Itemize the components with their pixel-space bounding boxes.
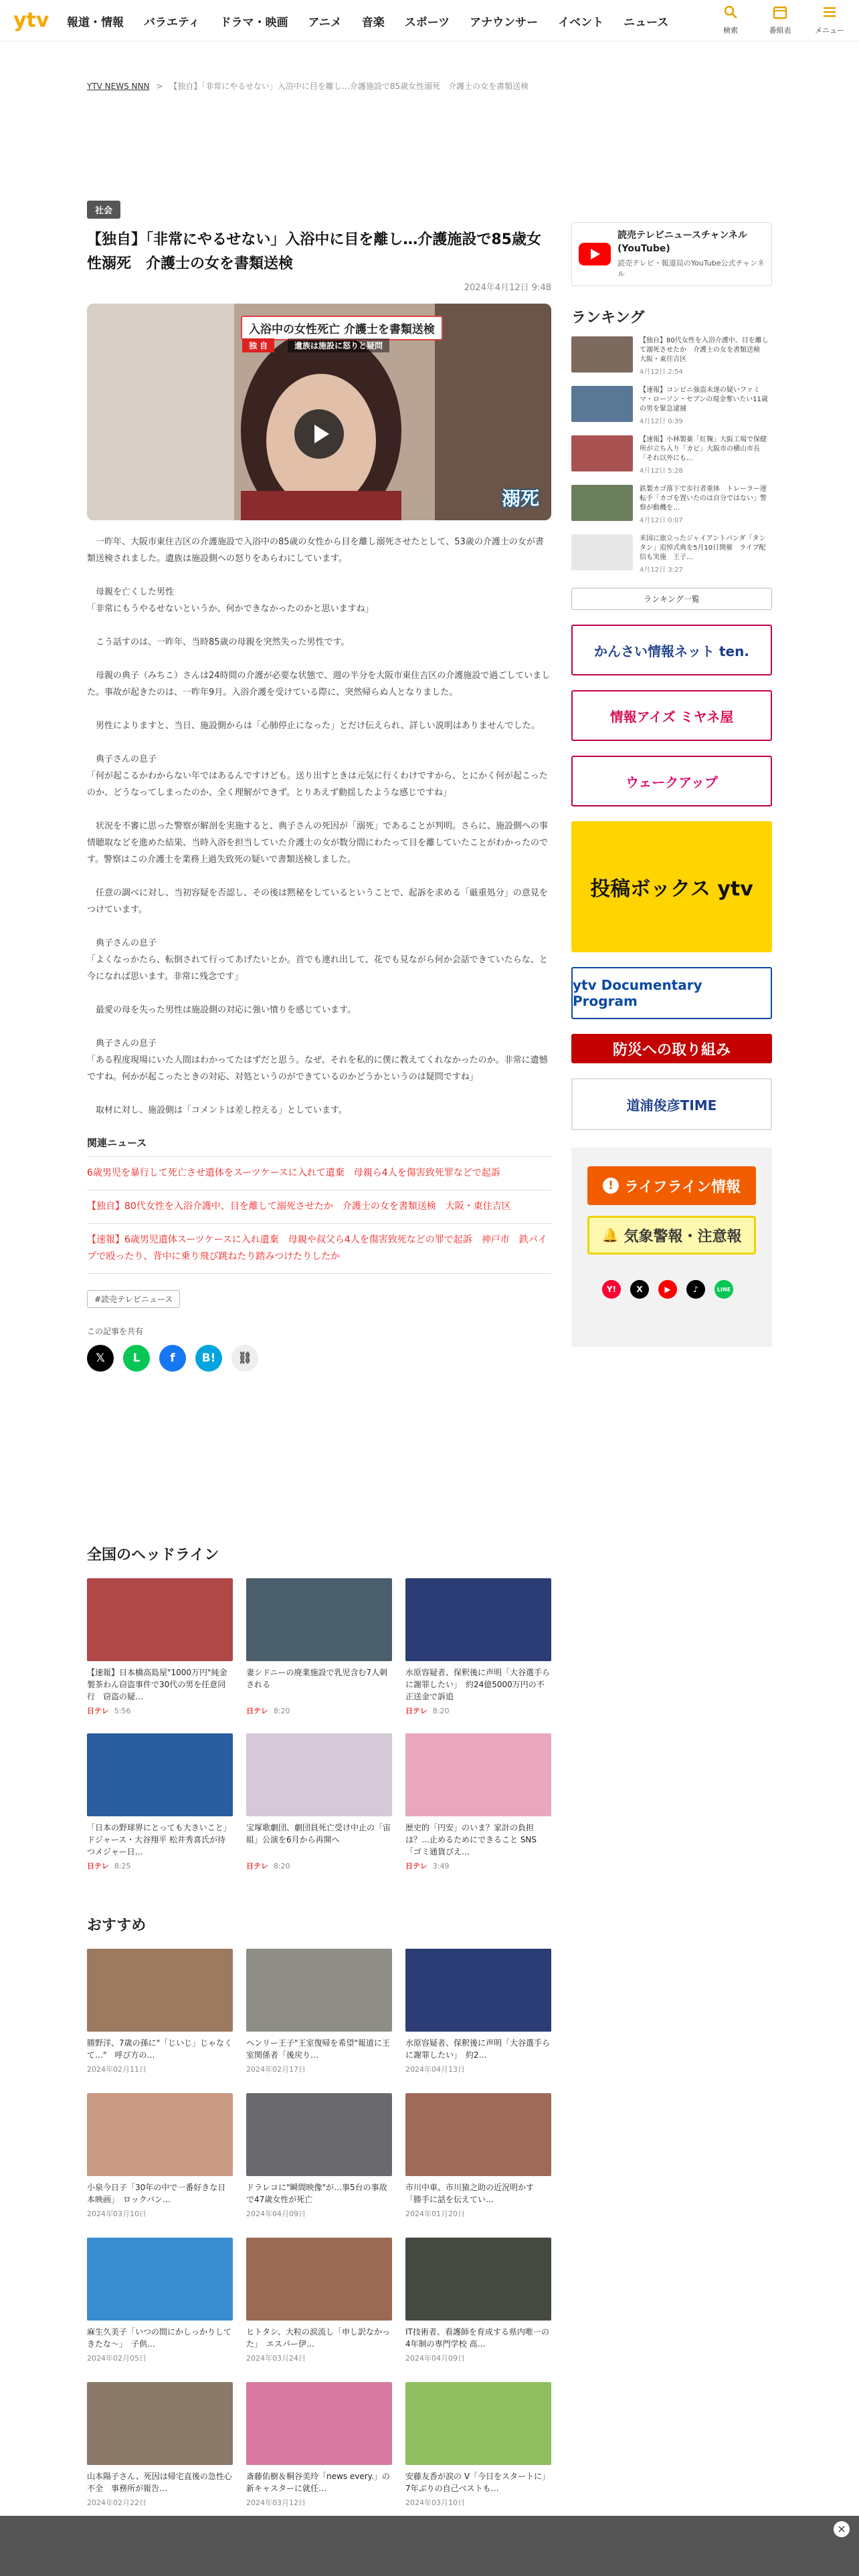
site-header [0,0,859,41]
ranking-thumbnail [571,534,633,570]
related-link[interactable]: 【速報】6歳男児遺体スーツケースに入れ遺棄 母親や叔父ら4人を傷害致死などの罪で起訴 神戸市 鉄パイプで殴ったり、背中に乗り飛び跳ねたり踏みつけたりしたか [87,1224,551,1274]
headline-thumbnail [246,1578,392,1661]
article-paragraph: 典子さんの息子 「何が起こるかわからない年ではあるんですけども。送り出すときは元気に行くわけですから、とにかく何が起こったのか、どうなってしまったのか、全く理解ができず。とりあえず動揺したような感じですね」 [87,754,548,798]
recommend-thumbnail [246,1949,392,2032]
recommend-date: 2024年04月13日 [405,2065,465,2074]
headline-card[interactable] [87,1578,233,1716]
sidebar-banner[interactable]: ytv Documentary Program [571,967,772,1019]
headlines-grid [87,1578,551,1871]
ranking-item[interactable] [571,386,772,426]
headline-title: 歴史的「円安」のいま？家計の負担は？…止めるためにできること SNS「ゴミ通貨びえ… [405,1823,537,1856]
calendar-button[interactable] [763,4,797,35]
lifeline-button[interactable] [587,1166,756,1205]
video-caption: 入浴中の女性死亡 介護士を書類送検 [241,316,443,340]
header-tools [713,4,847,35]
article-body [87,534,551,1119]
ranking-date: 4月12日 2:54 [640,368,683,376]
breadcrumb-current: 【独自】「非常にやるせない」入浴中に目を離し…介護施設で85歳女性溺死 介護士の女を書類送検 [169,82,529,91]
recommend-thumbnail [246,2382,392,2465]
facebook-icon[interactable]: f [159,1345,186,1372]
headline-title: 妻シドニーの廃業施設で乳児含む7人刺される [246,1668,388,1689]
recommend-title: 麻生久美子「いつの間にかしっかりしてきたな～」 子供… [87,2327,232,2349]
recommend-card[interactable] [87,1949,233,2074]
related-link[interactable]: 6歳男児を暴行して死亡させ遺体をスーツケースに入れて遺棄 母親ら4人を傷害致死罪などで起訴 [87,1157,551,1190]
recommend-thumbnail [87,1949,233,2032]
banner-list [571,625,772,1130]
headline-source: 日テレ [87,1707,109,1715]
search-button[interactable] [713,4,748,35]
ranking-item[interactable] [571,435,772,475]
recommend-thumbnail [246,2093,392,2176]
ranking-date: 4月12日 0:07 [640,517,683,524]
nav-item[interactable]: 音楽 [361,15,385,29]
headline-source: 日テレ [405,1862,427,1870]
article-paragraph: 状況を不審に思った警察が解剖を実施すると、典子さんの死因が「溺死」であることが判明。さらに、施設側への事情聴取などを進めた結果、当時入浴を担当していた介護士の女が数分間にわたって目を離していたことがわかったのです。警察はこの介護士を業務上過失致死の疑いで書類送検しました。 [87,821,549,865]
headline-title: 【速報】日本橋高島屋"1000万円"純金製茶わん窃盗事件で30代の男を任意同行 窃盗の疑… [87,1668,227,1701]
x-icon[interactable]: 𝕏 [87,1345,114,1372]
hashtag[interactable]: #読売テレビニュース [87,1290,180,1308]
nav-item[interactable]: アニメ [308,15,342,29]
ranking-list [571,336,772,574]
recommend-card[interactable] [246,2382,392,2508]
recommend-grid [87,1949,551,2508]
nav-item[interactable]: アナウンサー [470,15,539,29]
headline-title: 宝塚歌劇団、劇団員死亡受け中止の「宙組」公演を6月から再開へ [246,1823,391,1844]
recommend-card[interactable] [246,2093,392,2219]
bell-icon: 🔔 [601,1227,619,1243]
breadcrumb [87,80,529,92]
ranking-title: 【速報】コンビニ強盗未遂の疑いファミマ・ローソン・セブンの現金奪いたい11歳の男を緊急逮捕 [640,387,768,413]
ranking-date: 4月12日 3:27 [640,566,683,574]
ranking-date: 4月12日 5:28 [640,467,683,475]
weather-warning-label: 気象警報・注意報 [624,1228,742,1245]
article-paragraph: 男性によりますと、当日、施設側からは「心肺停止になった」とだけ伝えられ、詳しい説明はありませんでした。 [96,721,540,731]
sidebar-banner[interactable]: 道浦俊彦TIME [571,1078,772,1130]
recommend-date: 2024年02月11日 [87,2065,147,2074]
headline-card[interactable] [405,1578,551,1716]
recommend-title: 小泉今日子「30年の中で一番好きな日本映画」 ロックバン… [87,2183,226,2204]
recommend-date: 2024年02月22日 [87,2498,147,2507]
video-overlay-word: 溺死 [501,488,539,510]
sidebar-banner[interactable]: 防災への取り組み [571,1034,772,1063]
headline-time: 3:49 [432,1861,450,1870]
recommend-thumbnail [87,2093,233,2176]
recommend-title: 安藤友香が涙の V「今日をスタートに」7年ぶりの自己ベストも… [405,2472,551,2493]
recommend-title: ヘンリー王子"王室復帰を希望"報道に王室関係者「後戻り… [246,2038,391,2060]
article-paragraph: 典子さんの息子 「ある程度現場にいた人間はわかってたはずだと思う。なぜ、それを私的に僕に教えてくれなかったのか。非常に遺憾ですね。何かが起こったときの対応、対処というのができているのかどうかというのは疑問ですね」 [87,1039,548,1082]
sidebar-banner[interactable]: 投稿ボックス ytv [571,821,772,952]
article-paragraph: 母親の典子（みちこ）さんは24時間の介護が必要な状態で、週の半分を大阪市東住吉区の介護施設で過ごしていました。事故が起きたのは、一昨年9月。入浴介護を受けている際に、突然帰らぬ人となりました。 [87,671,551,697]
recommend-card[interactable] [87,2093,233,2219]
menu-icon [822,4,838,22]
ranking-title: 【独自】80代女性を入浴介護中、目を離して溺死させたか 介護士の女を書類送検 大阪・東住吉区 [640,337,769,363]
nav-item[interactable]: ドラマ・映画 [219,15,288,29]
headline-card[interactable] [246,1733,392,1871]
ranking-title: 鉄製カゴ落下で歩行者重体 トレーラー運転手「カゴを置いたのは自分ではない」警察が動機を… [640,486,767,512]
recommend-card[interactable] [246,1949,392,2074]
line-icon[interactable]: LINE [714,1280,733,1299]
youtube-icon [579,243,611,265]
category-tag[interactable]: 社会 [87,201,120,219]
search-icon [723,4,739,22]
recommend-thumbnail [87,2382,233,2465]
recommend-thumbnail [246,2238,392,2321]
ranking-thumbnail [571,386,633,422]
alert-icon: ! [603,1178,619,1194]
recommend-title: IT技術者、看護師を育成する県内唯一の4年制の専門学校 高… [405,2327,549,2349]
related-list [87,1157,551,1274]
tiktok-icon[interactable]: ♪ [686,1280,705,1299]
recommend-card[interactable] [87,2238,233,2363]
calendar-icon [772,4,788,22]
recommend-date: 2024年02月17日 [246,2065,306,2074]
headline-source: 日テレ [246,1862,268,1870]
sidebar [571,222,772,1347]
headline-source: 日テレ [87,1862,109,1870]
recommend-date: 2024年03月10日 [87,2210,147,2218]
recommend-title: 斎藤佑樹＆桐谷美玲「news every.」の新キャスターに就任… [246,2472,390,2493]
article [87,201,551,1372]
recommend-date: 2024年02月05日 [87,2354,147,2363]
related-link[interactable]: 【独自】80代女性を入浴介護中、目を離して溺死させたか 介護士の女を書類送検 大阪・東住吉区 [87,1190,551,1224]
breadcrumb-home-link[interactable]: YTV NEWS NNN [87,82,150,91]
headline-source: 日テレ [246,1707,268,1715]
sidebar-banner[interactable]: ウェークアップ [571,756,772,807]
headline-time: 8:20 [273,1861,290,1870]
headline-thumbnail [87,1733,233,1816]
x-icon[interactable]: X [630,1280,649,1299]
breadcrumb-separator: > [156,82,163,91]
ranking-title: 米国に旅立ったジャイアントパンダ「タンタン」追悼式典を5月10日開催 ライブ配信も実施 王子… [640,535,766,561]
headline-card[interactable] [405,1733,551,1871]
article-paragraph: 典子さんの息子 「よくなっかたら、転倒されて行ってあげたいとか。首でも連れ出して、花でも見ながら何か会話できていたらな、と今になれば思います。非常に残念です」 [87,938,548,982]
video-player[interactable] [87,304,551,520]
headlines-heading: 全国のヘッドライン [87,1547,219,1564]
recommend-date: 2024年04月09日 [246,2210,306,2218]
recommend-thumbnail [405,2382,551,2465]
nav-item[interactable]: 報道・情報 [67,15,124,29]
nav-item[interactable]: スポーツ [404,15,450,29]
yahoo-icon[interactable]: Y! [602,1280,621,1299]
ranking-item[interactable] [571,336,772,377]
recommend-title: ドラレコに"瞬間映像"が…事5台の事故で47歳女性が死亡 [246,2183,387,2204]
recommend-date: 2024年04月09日 [405,2354,465,2363]
close-icon[interactable]: × [834,2521,850,2537]
ranking-thumbnail [571,485,633,521]
menu-button[interactable] [812,4,847,35]
article-date: 2024年4月12日 9:48 [464,283,551,293]
social-links [602,1280,733,1299]
recommend-card[interactable] [246,2238,392,2363]
lifeline-label: ライフライン情報 [624,1178,741,1196]
headline-time: 8:20 [273,1706,290,1715]
related-heading: 関連ニュース [87,1136,551,1157]
recommend-title: ヒトタシ、大粒の涙流し「申し訳なかった」 エスパー伊… [246,2327,391,2349]
youtube-channel-banner[interactable] [571,222,772,286]
headline-time: 8:20 [432,1706,450,1715]
line-icon[interactable]: L [123,1345,150,1372]
recommend-title: 市川中車、市川猿之助の近況明かす 「勝手に話を伝えてい… [405,2183,543,2204]
sidebar-banner[interactable]: かんさい情報ネット ten. [571,625,772,675]
article-paragraph: 母親を亡くした男性 「非常にもうやるせないというか、何かできなかったのかと思いますね」 [87,587,374,614]
header-icon-label: 検索 [723,26,738,35]
video-exclusive-tag: 独 自 [242,338,274,352]
ranking-date: 4月12日 0:39 [640,418,683,425]
header-icon-label: 番組表 [769,26,791,35]
recommend-heading: おすすめ [87,1917,147,1934]
recommend-card[interactable] [405,1949,551,2074]
headline-time: 5:56 [114,1706,131,1715]
recommend-title: 山本陽子さん、死因は帰宅直後の急性心不全 事務所が報告… [87,2472,232,2493]
bottom-ad-bar [0,2516,859,2576]
recommend-thumbnail [405,2238,551,2321]
article-paragraph: 任意の調べに対し、当初容疑を否認し、その後は黙秘をしているということで、起訴を求める「厳重処分」の意見をつけています。 [87,888,548,915]
article-paragraph: こう話すのは、一昨年、当時85歳の母親を突然失った男性です。 [96,637,350,647]
nav-item[interactable]: ニュース [624,15,669,29]
ranking-item[interactable] [571,485,772,525]
recommend-title: 勝野洋、7歳の孫に"「じいじ」じゃなくて…" 呼び方の… [87,2038,233,2060]
ytv-logo[interactable] [12,7,59,33]
headline-card[interactable] [87,1733,233,1871]
video-subcaption: 遺族は施設に怒りと疑問 [288,338,389,352]
ranking-thumbnail [571,336,633,372]
main-nav [67,0,668,41]
ranking-heading: ランキング [571,310,645,326]
lifeline-box [571,1148,772,1347]
article-title: 【独自】「非常にやるせない」入浴中に目を離し…介護施設で85歳女性溺死 介護士の女を書類送検 [87,231,541,272]
share-label: この記事を共有 [87,1327,144,1336]
headline-thumbnail [246,1733,392,1816]
recommend-card[interactable] [405,2093,551,2219]
ranking-more-button[interactable]: ランキング一覧 [571,588,772,610]
headline-thumbnail [87,1578,233,1661]
article-paragraph: 最愛の母を失った男性は施設側の対応に強い憤りを感じています。 [96,1005,356,1015]
headline-thumbnail [405,1733,551,1816]
headline-title: 水原容疑者、保釈後に声明「大谷選手らに謝罪したい」 約24億5000万円の不正送金で訴追 [405,1668,551,1701]
ranking-title: 【速報】小林製薬「紅麹」大阪工場で保健所が立ち入り「カビ」大阪市の横山市長「それ以外にも… [640,436,767,462]
weather-warning-button[interactable] [587,1216,756,1255]
article-paragraph: 一昨年、大阪市東住吉区の介護施設で入浴中の85歳の女性から目を離し溺死させたとして、53歳の介護士の女が書類送検されました。遺族は施設側への怒りをあらわにしています。 [87,537,544,564]
header-icon-label: メニュー [815,26,844,35]
hatena-icon[interactable]: B! [195,1345,222,1372]
youtube-sub: 読売テレビ・報道局のYouTube公式チャンネル [617,259,765,278]
recommend-thumbnail [87,2238,233,2321]
nav-item[interactable]: バラエティ [144,15,200,29]
recommend-date: 2024年03月10日 [405,2498,465,2507]
link-icon[interactable]: ⛓ [231,1345,258,1372]
recommend-card[interactable] [87,2382,233,2508]
article-paragraph: 取材に対し、施設側は「コメントは差し控える」としています。 [96,1105,347,1115]
recommend-date: 2024年03月12日 [246,2498,306,2507]
youtube-icon[interactable]: ▶ [658,1280,677,1299]
recommend-card[interactable] [405,2238,551,2363]
headline-title: 「日本の野球界にとっても大きいこと」ドジャース・大谷翔平 松井秀喜氏が待つメジャー日… [87,1823,231,1856]
sidebar-banner[interactable]: 情報アイズ ミヤネ屋 [571,690,772,741]
youtube-title: 読売テレビニュースチャンネル(YouTube) [617,230,747,254]
headline-time: 8:25 [114,1861,131,1870]
headline-card[interactable] [246,1578,392,1716]
recommend-card[interactable] [405,2382,551,2508]
share-buttons [87,1345,551,1372]
headline-source: 日テレ [405,1707,427,1715]
recommend-thumbnail [405,2093,551,2176]
ranking-thumbnail [571,435,633,471]
recommend-date: 2024年03月24日 [246,2354,306,2363]
nav-item[interactable]: イベント [558,15,604,29]
ranking-item[interactable] [571,534,772,574]
recommend-date: 2024年01月20日 [405,2210,465,2218]
recommend-thumbnail [405,1949,551,2032]
play-icon[interactable] [294,409,344,459]
svg-text:ytv: ytv [13,9,50,32]
headline-thumbnail [405,1578,551,1661]
recommend-title: 水原容疑者、保釈後に声明「大谷選手らに謝罪したい」 約2… [405,2038,551,2060]
